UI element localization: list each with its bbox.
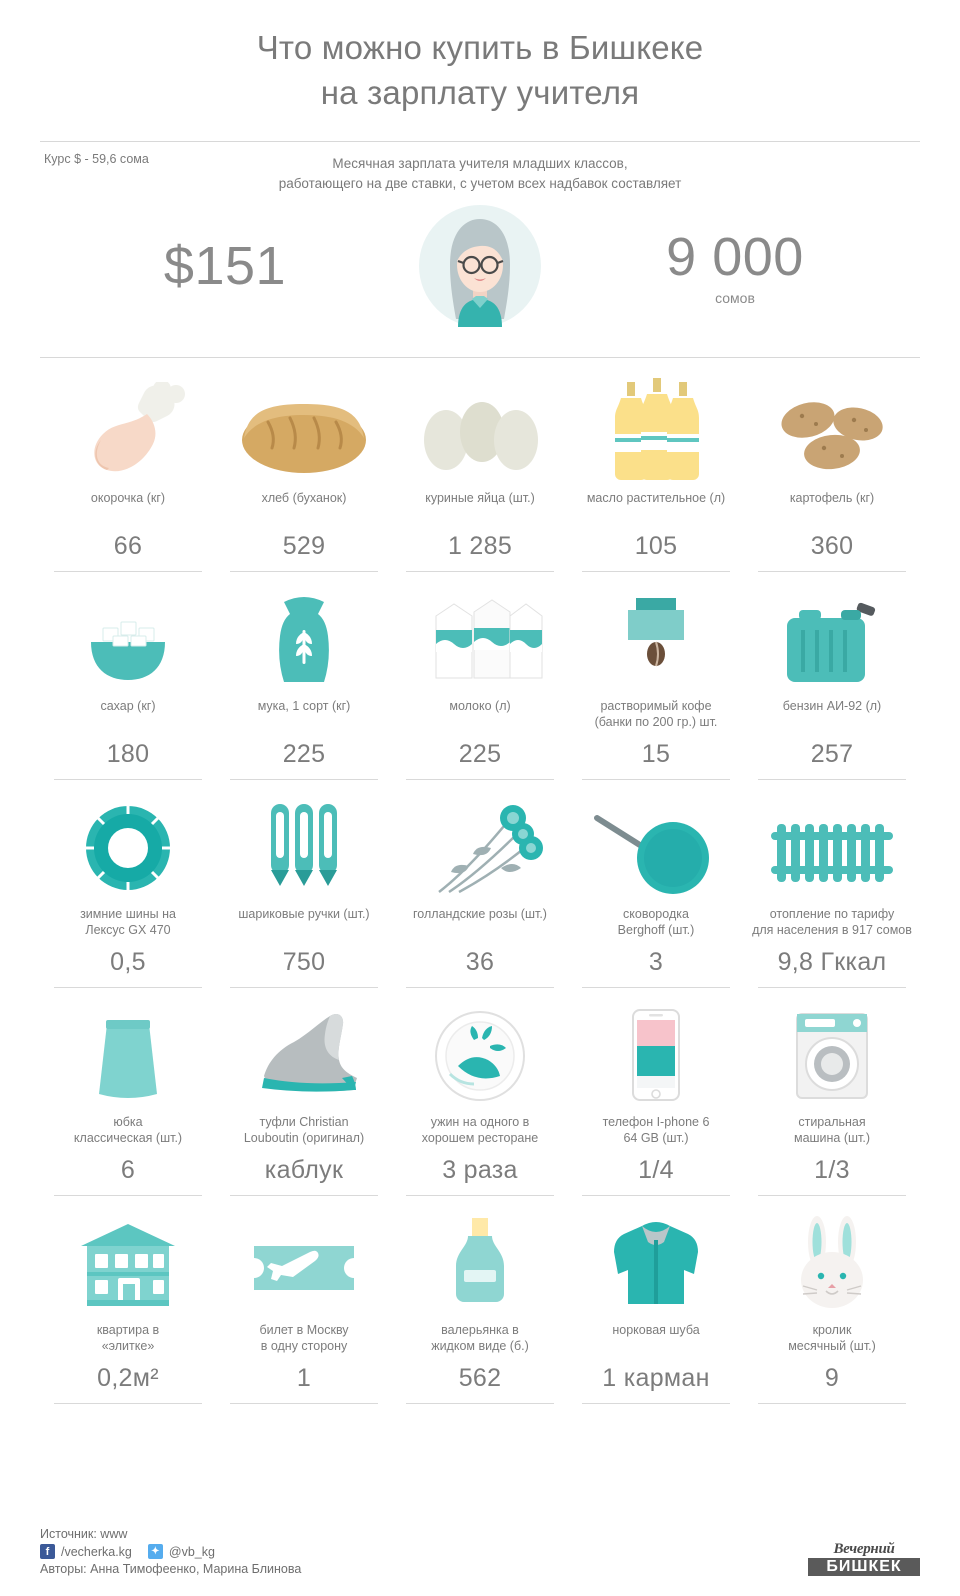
item-value: 562: [458, 1363, 502, 1392]
item-value: 1/4: [638, 1155, 674, 1184]
item-label: голландские розы (шт.): [413, 906, 547, 921]
item-value: 1: [296, 1363, 312, 1392]
item-cell: [216, 780, 392, 987]
logo-line-2: БИШКЕК: [808, 1558, 920, 1576]
avatar: [410, 203, 550, 329]
items-row: [40, 988, 920, 1195]
item-value: 180: [106, 739, 150, 768]
item-label: норковая шуба: [612, 1322, 700, 1337]
item-cell: [392, 572, 568, 779]
item-value: 105: [634, 531, 678, 560]
footer-social: [40, 1541, 920, 1559]
teacher-avatar-icon: [412, 203, 548, 329]
item-value: 9: [824, 1363, 840, 1392]
salary-caption: [40, 150, 920, 195]
item-cell: [744, 364, 920, 571]
item-cell: [744, 1196, 920, 1403]
item-value: 1 карман: [602, 1363, 710, 1392]
item-value: 225: [458, 739, 502, 768]
item-cell: [40, 572, 216, 779]
title-line-1: Что можно купить в Бишкеке: [256, 29, 704, 66]
publisher-logo: [808, 1542, 920, 1576]
coffee-pack-icon: [574, 586, 738, 694]
item-cell: [392, 988, 568, 1195]
item-label: ужин на одного в хорошем ресторане: [421, 1114, 539, 1146]
item-cell: [568, 572, 744, 779]
item-label: сковородка Berghoff (шт.): [617, 906, 695, 938]
salary-row: [40, 201, 920, 331]
item-label: отопление по тарифу для населения в 917 сомов: [752, 906, 912, 938]
page-title: [40, 0, 920, 115]
footer: [40, 1527, 920, 1576]
sugar-bowl-icon: [46, 586, 210, 694]
item-cell: [216, 988, 392, 1195]
high-heel-shoe-icon: [222, 1002, 386, 1110]
frying-pan-icon: [574, 794, 738, 902]
item-label: мука, 1 сорт (кг): [257, 698, 351, 713]
item-value: 15: [641, 739, 671, 768]
exchange-rate: Курс $ - 59,6 сома: [44, 152, 149, 166]
twitter-link[interactable]: [148, 1544, 215, 1559]
fur-coat-icon: [574, 1210, 738, 1318]
item-label: окорочка (кг): [90, 490, 166, 505]
item-cell: [568, 988, 744, 1195]
facebook-handle: /vecherka.kg: [61, 1544, 132, 1559]
potatoes-icon: [750, 378, 914, 486]
facebook-icon: f: [40, 1544, 55, 1559]
item-value: 1/3: [814, 1155, 850, 1184]
item-value: 0,2м²: [97, 1363, 159, 1392]
item-cell: [216, 364, 392, 571]
eggs-icon: [398, 378, 562, 486]
item-cell: [40, 988, 216, 1195]
item-value: 257: [810, 739, 854, 768]
item-label: юбка классическая (шт.): [73, 1114, 183, 1146]
items-row: [40, 1196, 920, 1403]
salary-usd: $151: [163, 235, 287, 296]
item-cell: [568, 1196, 744, 1403]
item-label: валерьянка в жидком виде (б.): [431, 1322, 529, 1354]
item-cell: [40, 364, 216, 571]
item-value: 529: [282, 531, 326, 560]
salary-usd-wrap: [40, 235, 410, 297]
skirt-icon: [46, 1002, 210, 1110]
item-label: телефон I-phone 6 64 GB (шт.): [602, 1114, 710, 1146]
milk-cartons-icon: [398, 586, 562, 694]
item-label: квартира в «элитке»: [96, 1322, 160, 1354]
item-value: 360: [810, 531, 854, 560]
item-label: растворимый кофе (банки по 200 гр.) шт.: [594, 698, 718, 730]
flour-bag-icon: [222, 586, 386, 694]
items-grid: [40, 364, 920, 1404]
row-divider-bottom: [40, 1403, 920, 1404]
item-label: куриные яйца (шт.): [425, 490, 535, 505]
item-cell: [40, 780, 216, 987]
ballpoint-pens-icon: [222, 794, 386, 902]
item-value: каблук: [264, 1155, 344, 1184]
smartphone-icon: [574, 1002, 738, 1110]
oil-bottles-icon: [574, 378, 738, 486]
footer-source: Источник: www: [40, 1527, 128, 1541]
item-value: 3: [648, 947, 664, 976]
item-label: сахар (кг): [100, 698, 156, 713]
radiator-icon: [750, 794, 914, 902]
salary-som: 9 000: [666, 226, 804, 287]
twitter-handle: @vb_kg: [168, 1544, 215, 1559]
item-label: картофель (кг): [789, 490, 875, 505]
item-cell: [744, 988, 920, 1195]
item-cell: [392, 780, 568, 987]
jerrycan-icon: [750, 586, 914, 694]
item-cell: [216, 1196, 392, 1403]
logo-line-1: Вечерний: [833, 1541, 895, 1557]
salary-caption-line-1: Месячная зарплата учителя младших классов,: [332, 156, 628, 172]
item-value: 6: [120, 1155, 136, 1184]
item-value: 750: [282, 947, 326, 976]
roses-icon: [398, 794, 562, 902]
divider-header-bottom: [40, 357, 920, 358]
item-label: масло растительное (л): [586, 490, 726, 505]
restaurant-dinner-icon: [398, 1002, 562, 1110]
item-cell: [392, 1196, 568, 1403]
item-value: 225: [282, 739, 326, 768]
footer-authors: Авторы: Анна Тимофеенко, Марина Блинова: [40, 1562, 302, 1576]
item-label: туфли Christian Louboutin (оригинал): [243, 1114, 365, 1146]
item-label: кролик месячный (шт.): [788, 1322, 876, 1354]
item-label: бензин АИ-92 (л): [782, 698, 882, 713]
salary-som-unit: сомов: [715, 289, 755, 306]
salary-som-wrap: [550, 226, 920, 306]
item-cell: [568, 780, 744, 987]
items-row: [40, 780, 920, 987]
valerian-bottle-icon: [398, 1210, 562, 1318]
salary-caption-line-2: работающего на две ставки, с учетом всех надбавок составляет: [278, 176, 682, 192]
apartment-house-icon: [46, 1210, 210, 1318]
item-label: шариковые ручки (шт.): [238, 906, 370, 921]
item-label: зимние шины на Лексус GX 470: [80, 906, 176, 938]
item-value: 0,5: [110, 947, 146, 976]
chicken-leg-icon: [46, 378, 210, 486]
rabbit-icon: [750, 1210, 914, 1318]
item-value: 3 раза: [442, 1155, 518, 1184]
washing-machine-icon: [750, 1002, 914, 1110]
item-value: 1 285: [447, 531, 513, 560]
plane-ticket-icon: [222, 1210, 386, 1318]
item-value: 9,8 Гккал: [777, 947, 887, 976]
item-label: стиральная машина (шт.): [793, 1114, 871, 1146]
divider-top: [40, 141, 920, 142]
item-value: 66: [113, 531, 143, 560]
item-cell: [568, 364, 744, 571]
items-row: [40, 364, 920, 571]
bread-loaf-icon: [222, 378, 386, 486]
title-line-2: на зарплату учителя: [320, 73, 640, 111]
item-cell: [392, 364, 568, 571]
salary-block: [40, 150, 920, 331]
item-cell: [40, 1196, 216, 1403]
twitter-icon: ✦: [148, 1544, 163, 1559]
item-cell: [744, 780, 920, 987]
items-row: [40, 572, 920, 779]
item-label: билет в Москву в одну сторону: [259, 1322, 349, 1354]
item-label: хлеб (буханок): [261, 490, 347, 505]
item-label: молоко (л): [449, 698, 511, 713]
item-cell: [216, 572, 392, 779]
item-cell: [744, 572, 920, 779]
facebook-link[interactable]: [40, 1544, 132, 1559]
item-value: 36: [465, 947, 495, 976]
winter-tire-icon: [46, 794, 210, 902]
